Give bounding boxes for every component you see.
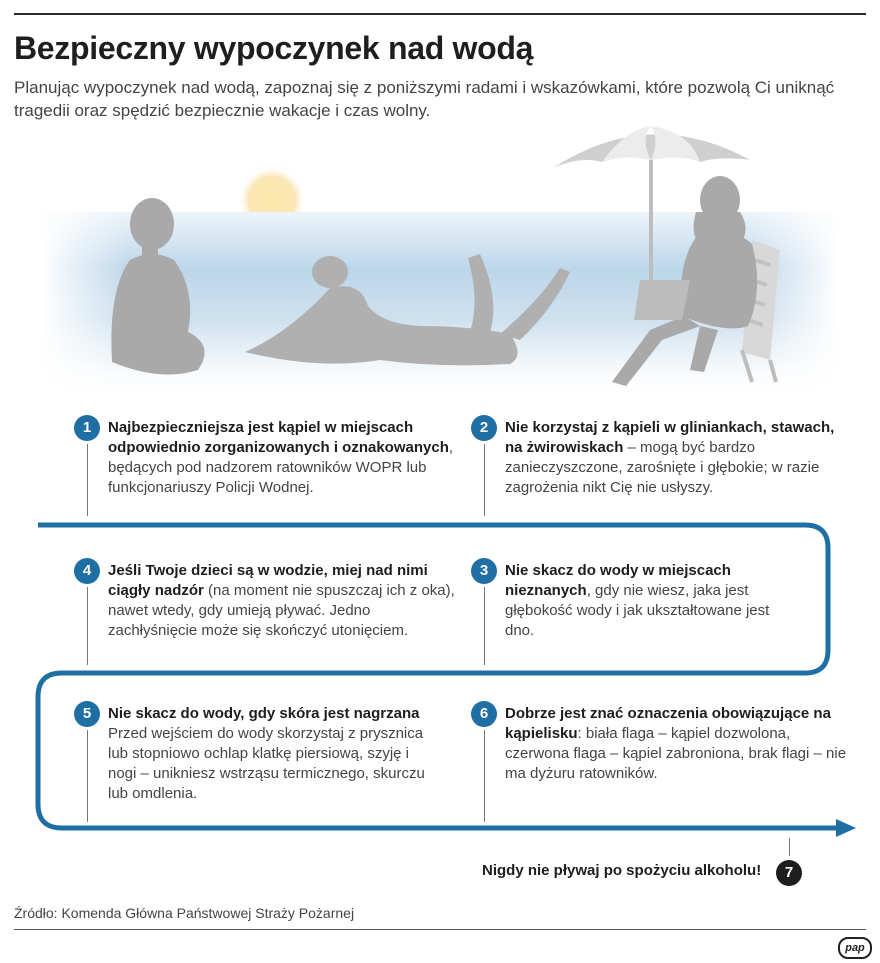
step-2-heading: Nie korzystaj z kąpieli w gliniankach, stawach, na żwirowiskach <box>505 419 835 456</box>
step-5-number: 5 <box>74 701 100 727</box>
step-4-number: 4 <box>74 558 100 584</box>
step-4 <box>82 561 458 641</box>
step-3 <box>479 561 795 641</box>
step-2-text: – mogą być bardzo zanieczyszczone, zarośnięte i głębokie; w razie zagrożenia nikt Cię nie usłyszy. <box>505 439 820 496</box>
step-5-text: Przed wejściem do wody skorzystaj z prysznica lub stopniowo ochlap klatkę piersiową, szyję i nogi – unikniesz wstrząsu termicznego, skurczu lub omdlenia. <box>108 725 425 802</box>
intro-text: Planując wypoczynek nad wodą, zapoznaj się z poniższymi radami i wskazówkami, które pozwolą Ci uniknąć tragedii oraz spędzić bezpiecznie wakacje i czas wolny. <box>14 78 835 120</box>
step-2 <box>479 418 855 498</box>
step-1 <box>82 418 458 498</box>
step-3-text: , gdy nie wiesz, jaka jest głębokość wody i jak ukształtowane jest dno. <box>505 582 770 639</box>
step-6-text: : biała flaga – kąpiel dozwolona, czerwona flaga – kąpiel zabroniona, brak flagi – nie ma dyżuru ratowników. <box>505 725 847 782</box>
beach-scene-illustration <box>0 120 880 400</box>
step-7-text: Nigdy nie pływaj po spożyciu alkoholu! <box>482 862 762 879</box>
step-1-text: , będących pod nadzorem ratowników WOPR lub funkcjonariuszy Policji Wodnej. <box>108 439 454 496</box>
step-6-number: 6 <box>471 701 497 727</box>
step-7-connector <box>789 838 790 856</box>
step-3-number: 3 <box>471 558 497 584</box>
step-5 <box>82 704 438 804</box>
step-7-number: 7 <box>776 860 802 886</box>
top-rule <box>14 13 866 15</box>
step-6 <box>479 704 855 784</box>
step-4-text: (na moment nie spuszczaj ich z oka), nawet wtedy, gdy umieją pływać. Jedno zachłyśnięcie może się skończyć utonięciem. <box>108 582 455 639</box>
step-1-number: 1 <box>74 415 100 441</box>
step-5-heading: Nie skacz do wody, gdy skóra jest nagrzana <box>108 705 420 722</box>
step-1-heading: Najbezpieczniejsza jest kąpiel w miejscach odpowiednio zorganizowanych i oznakowanych <box>108 419 449 456</box>
flow-arrow-head <box>836 819 856 837</box>
pap-logo: pap <box>838 937 872 959</box>
source-note: Źródło: Komenda Główna Państwowej Straży Pożarnej <box>14 905 355 921</box>
page-title: Bezpieczny wypoczynek nad wodą <box>14 30 534 66</box>
step-2-number: 2 <box>471 415 497 441</box>
bottom-rule <box>14 929 866 930</box>
step-6-heading: Dobrze jest znać oznaczenia obowiązujące na kąpielisku <box>505 705 831 742</box>
step-3-heading: Nie skacz do wody w miejscach nieznanych <box>505 562 731 599</box>
step-4-heading: Jeśli Twoje dzieci są w wodzie, miej nad nimi ciągły nadzór <box>108 562 428 599</box>
